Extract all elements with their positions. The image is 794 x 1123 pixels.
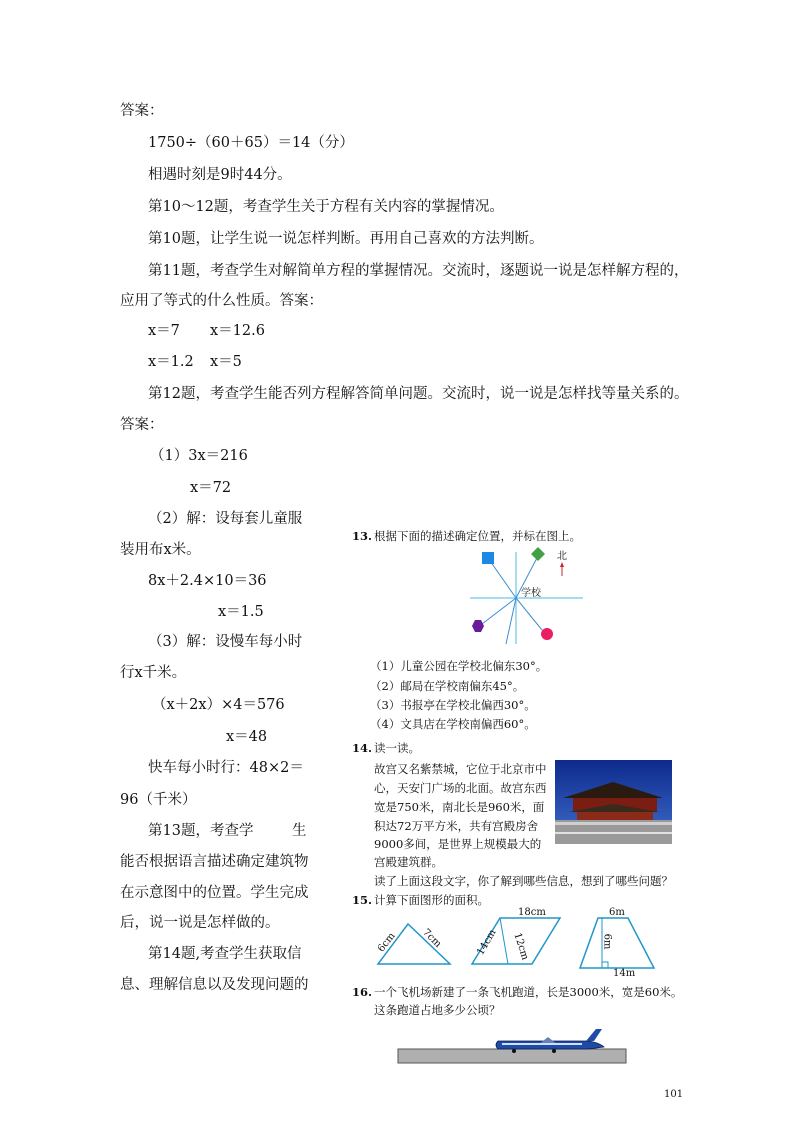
question-number: 16. <box>352 985 373 999</box>
question-text: 一个飞机场新建了一条飞机跑道，长是3000米，宽是60米。 <box>374 985 683 999</box>
paragraph-line: （2）解：设每套儿童服 <box>148 511 303 527</box>
q13-item: （4）文具店在学校南偏西60°。 <box>370 717 536 731</box>
trapezoid-shape <box>580 918 654 968</box>
paragraph-line: 第10～12题，考查学生关于方程有关内容的掌握情况。 <box>148 199 504 215</box>
hexagon-marker <box>472 620 484 632</box>
paragraph-line: 第13题，考查学 <box>148 823 254 839</box>
paragraph-line: 装用布x米。 <box>120 542 201 558</box>
circle-marker <box>541 628 553 640</box>
paragraph-line: 能否根据语言描述确定建筑物 <box>120 854 309 870</box>
question-number: 14. <box>352 741 373 755</box>
passage-line: 9000多间，是世界上规模最大的 <box>374 837 542 851</box>
equation: （x＋2x）×4＝576 <box>152 697 285 713</box>
question-number: 15. <box>352 893 373 907</box>
runway-illustration <box>398 1027 628 1067</box>
q13-item: （1）儿童公园在学校北偏东30°。 <box>370 659 548 673</box>
question-title: 读一读。 <box>374 741 420 755</box>
parallelogram-height-label: 12cm <box>511 931 531 962</box>
paragraph-line: 生 <box>292 823 307 839</box>
school-label: 学校 <box>521 588 541 599</box>
north-label: 北 <box>557 551 567 562</box>
equation: 8x＋2.4×10＝36 <box>148 573 267 589</box>
paragraph-line: 应用了等式的什么性质。答案： <box>120 293 323 309</box>
question-number: 13. <box>352 529 373 543</box>
equation: x＝12.6 <box>210 323 265 339</box>
parallelogram-side-label: 14cm <box>475 927 499 958</box>
answer-text: 相遇时刻是9时44分。 <box>148 167 292 183</box>
paragraph-line: 后，说一说是怎样做的。 <box>120 915 280 931</box>
paragraph-line: 第14题,考查学生获取信 <box>148 946 302 962</box>
paragraph-line: 第12题，考查学生能否列方程解答简单问题。交流时，说一说是怎样找等量关系的。 <box>148 386 689 402</box>
paragraph-line: 行x千米。 <box>120 665 187 681</box>
forbidden-city-photo <box>555 760 672 844</box>
answer-equation: 1750÷（60＋65）＝14（分） <box>148 135 354 151</box>
trapezoid-top-label: 6m <box>609 907 625 918</box>
passage-line: 故宫又名紫禁城，它位于北京市中 <box>374 762 547 776</box>
triangle-side-label: 7cm <box>420 927 444 950</box>
equation: x＝48 <box>226 729 268 745</box>
triangle-side-label: 6cm <box>375 930 398 955</box>
question-text: 这条跑道占地多少公顷？ <box>374 1003 501 1017</box>
passage-line: 积达72万平方米，共有宫殿房舍 <box>374 819 539 833</box>
runway-strip <box>398 1049 626 1063</box>
q14-question: 读了上面这段文字，你了解到哪些信息，想到了哪些问题？ <box>374 874 673 888</box>
equation: x＝72 <box>190 480 232 496</box>
page-number: 101 <box>664 1089 684 1100</box>
answer-heading: 答案： <box>120 103 164 119</box>
q13-item: （3）书报亭在学校北偏西30°。 <box>370 698 536 712</box>
question-title: 计算下面图形的面积。 <box>374 893 489 907</box>
paragraph-line: 第11题，考查学生对解简单方程的掌握情况。交流时，逐题说一说是怎样解方程的， <box>148 263 689 279</box>
passage-line: 心，天安门广场的北面。故宫东西 <box>374 781 547 795</box>
paragraph-line: 快车每小时行：48×2＝ <box>148 760 304 776</box>
parallelogram-top-label: 18cm <box>518 907 546 918</box>
square-marker <box>482 552 494 564</box>
passage-line: 宫殿建筑群。 <box>374 855 443 869</box>
paragraph-line: 息、理解信息以及发现问题的 <box>120 977 309 993</box>
equation: x＝5 <box>210 354 242 370</box>
equation: x＝1.5 <box>218 604 264 620</box>
trapezoid-height-label: 6m <box>601 933 613 950</box>
equation: （1）3x＝216 <box>150 448 248 464</box>
q13-item: （2）邮局在学校南偏东45°。 <box>370 679 525 693</box>
paragraph-line: 96（千米） <box>120 792 197 808</box>
trapezoid-bottom-label: 14m <box>613 968 636 979</box>
answer-heading: 答案： <box>120 417 164 433</box>
equation: x＝1.2 <box>148 354 194 370</box>
passage-line: 宽是750米，南北长是960米，面 <box>374 800 545 814</box>
paragraph-line: （3）解：设慢车每小时 <box>148 634 303 650</box>
paragraph-line: 第10题，让学生说一说怎样判断。再用自己喜欢的方法判断。 <box>148 231 544 247</box>
equation: x＝7 <box>148 323 180 339</box>
question-title: 根据下面的描述确定位置，并标在图上。 <box>374 529 581 543</box>
paragraph-line: 在示意图中的位置。学生完成 <box>120 885 309 901</box>
diamond-marker <box>531 547 545 561</box>
